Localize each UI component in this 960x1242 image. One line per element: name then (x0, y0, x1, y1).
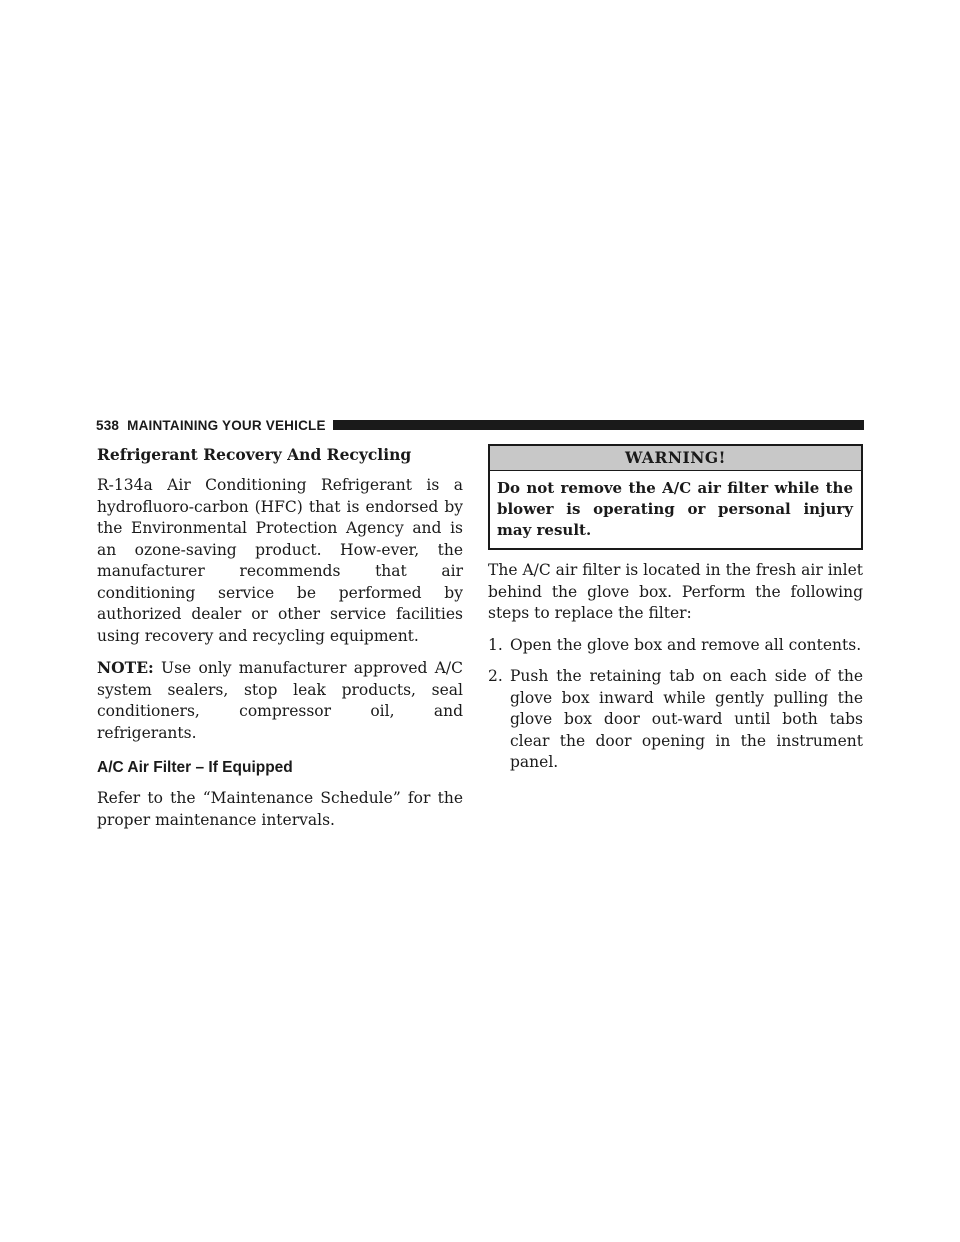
left-column (97, 444, 463, 831)
paragraph-refrigerant: R-134a Air Conditioning Refrigerant is a hydrofluoro-carbon (HFC) that is endorsed by the Environmental Protection Agency and is an ozone-saving product. How-ever, the manufacturer recommends that air conditioning service be performed by authorized dealer or other service facilities using recovery and recycling equipment. (97, 476, 463, 645)
section-title: MAINTAINING YOUR VEHICLE (127, 417, 326, 433)
paragraph-filter-location: The A/C air filter is located in the fresh air inlet behind the glove box. Perform the following steps to replace the filter: (488, 561, 863, 622)
heading-ac-air-filter: A/C Air Filter – If Equipped (97, 759, 293, 776)
list-item (488, 666, 863, 774)
steps-list (488, 635, 863, 774)
warning-text: Do not remove the A/C air filter while the blower is operating or personal injury may result. (497, 479, 853, 539)
note-paragraph (97, 657, 463, 744)
paragraph-filter-schedule: Refer to the “Maintenance Schedule” for the proper maintenance intervals. (97, 789, 463, 829)
page-number: 538 (96, 417, 120, 433)
step-text: Open the glove box and remove all contents. (510, 635, 862, 654)
warning-box (488, 444, 863, 550)
step-number: 1. (488, 635, 503, 654)
right-column (488, 444, 863, 784)
page-header (96, 416, 864, 434)
step-number: 2. (488, 667, 503, 685)
step-text: Push the retaining tab on each side of the glove box inward while gently pulling the glove box door out-ward until both tabs clear the door opening in the instrument panel. (510, 667, 863, 771)
warning-title: WARNING! (490, 446, 861, 471)
note-label: NOTE: (97, 658, 154, 677)
list-item (488, 635, 863, 657)
header-rule (333, 420, 864, 430)
heading-refrigerant-recovery: Refrigerant Recovery And Recycling (97, 445, 412, 464)
note-text: Use only manufacturer approved A/C system sealers, stop leak products, seal conditioners, compressor oil, and refrigerants. (97, 659, 463, 742)
